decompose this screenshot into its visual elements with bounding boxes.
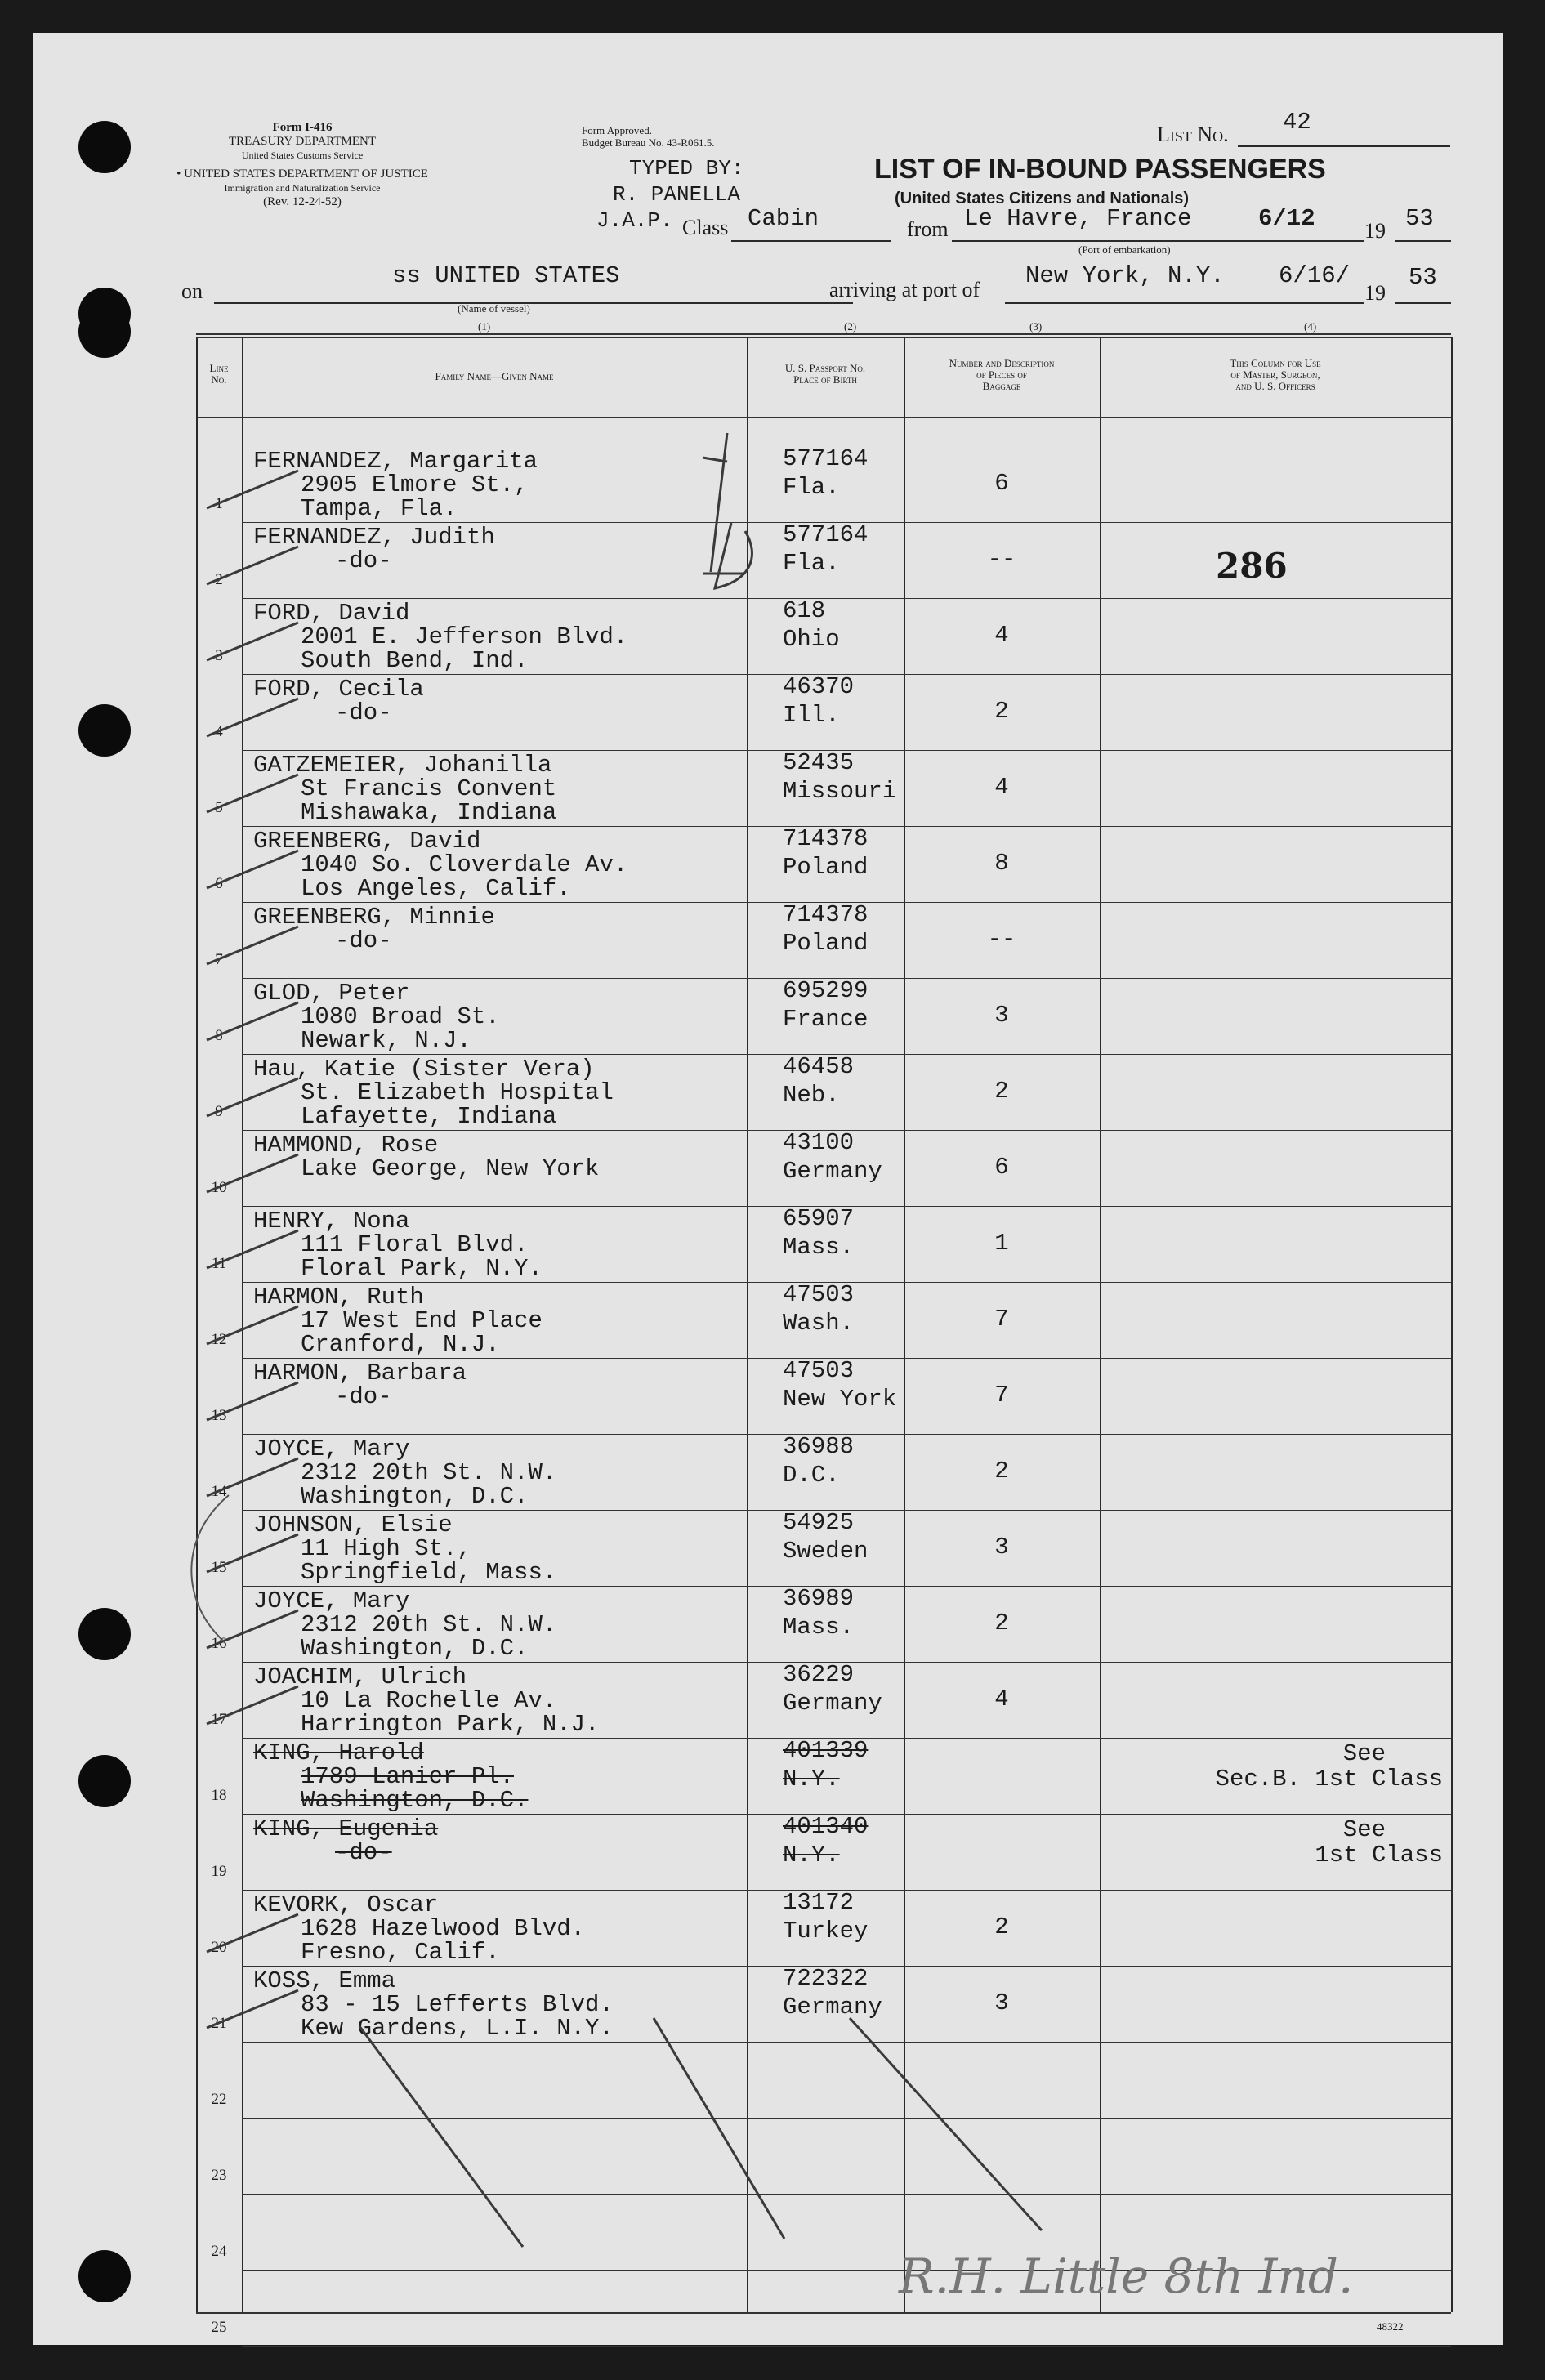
baggage-count: 2 — [994, 1913, 1009, 1940]
passenger-address-line: 83 - 15 Lefferts Blvd. — [301, 1991, 614, 2018]
line-number: 14 — [211, 1483, 227, 1500]
line-number: 5 — [215, 799, 223, 816]
baggage-count: 4 — [994, 1686, 1009, 1712]
passenger-address-line: Harrington Park, N.J. — [301, 1711, 600, 1738]
line-number: 18 — [211, 1787, 227, 1804]
place-of-birth: N.Y. — [783, 1842, 840, 1869]
line-number: 8 — [215, 1027, 223, 1044]
passenger-address-line: St Francis Convent — [301, 775, 557, 802]
col-header-baggage: Number and Description of Pieces of Baggage — [949, 357, 1055, 392]
passenger-name: FERNANDEZ, Judith — [253, 524, 495, 551]
from-date: 6/12 — [1258, 205, 1315, 232]
passport-number: 577164 — [783, 521, 869, 548]
page-title: LIST OF IN-BOUND PASSENGERS — [874, 154, 1326, 185]
baggage-count: 7 — [994, 1382, 1009, 1409]
passport-number: 401339 — [783, 1737, 869, 1764]
passenger-address-line: Cranford, N.J. — [301, 1331, 500, 1358]
passenger-address-line: Floral Park, N.Y. — [301, 1255, 543, 1282]
typist-initials: J.A.P. — [596, 208, 673, 233]
baggage-count: 1 — [994, 1230, 1009, 1257]
passenger-address-line: Tampa, Fla. — [301, 495, 458, 522]
passenger-address-line: Lake George, New York — [301, 1155, 600, 1182]
passport-number: 36988 — [783, 1433, 855, 1460]
passenger-address-line: -do- — [335, 1383, 392, 1410]
passenger-address-line: Washington, D.C. — [301, 1483, 529, 1510]
col-num-1: (1) — [478, 320, 491, 333]
passport-number: 577164 — [783, 445, 869, 472]
baggage-count: 8 — [994, 850, 1009, 877]
line-number: 23 — [211, 2167, 227, 2184]
typed-by-label: TYPED BY: — [629, 156, 744, 181]
line-number: 9 — [215, 1103, 223, 1120]
passport-number: 695299 — [783, 977, 869, 1004]
place-of-birth: Poland — [783, 854, 869, 881]
passport-number: 401340 — [783, 1813, 869, 1840]
place-of-birth: Fla. — [783, 550, 840, 577]
class-value: Cabin — [748, 205, 819, 232]
officer-note-line: See — [1342, 1816, 1386, 1843]
passport-number: 36989 — [783, 1585, 855, 1612]
baggage-count: 2 — [994, 1610, 1009, 1637]
baggage-count: 3 — [994, 1002, 1009, 1029]
passenger-address-line: -do- — [335, 547, 392, 574]
passenger-address-line: 10 La Rochelle Av. — [301, 1687, 557, 1714]
baggage-count: 4 — [994, 622, 1009, 649]
passenger-address-line: -do- — [335, 927, 392, 954]
manifest-page — [33, 33, 1503, 2345]
line-number: 4 — [215, 723, 223, 740]
place-of-birth: Ill. — [783, 702, 840, 729]
passenger-name: GATZEMEIER, Johanilla — [253, 752, 552, 779]
line-number: 7 — [215, 951, 223, 968]
place-of-birth: Germany — [783, 1994, 882, 2021]
baggage-count: -- — [987, 546, 1016, 573]
passenger-name: HENRY, Nona — [253, 1208, 410, 1235]
line-number: 12 — [211, 1331, 227, 1348]
on-label: on — [181, 279, 203, 303]
arrival-date: 6/16/ — [1279, 262, 1351, 289]
treasury-department: TREASURY DEPARTMENT — [228, 135, 377, 148]
col-header-name: Family Name—Given Name — [435, 370, 554, 382]
place-of-birth: Ohio — [783, 626, 840, 653]
passenger-name: KEVORK, Oscar — [253, 1891, 439, 1918]
typist-name: R. PANELLA — [613, 182, 741, 207]
passport-number: 714378 — [783, 901, 869, 928]
line-number: 20 — [211, 1939, 227, 1956]
passenger-address-line: 1789 Lanier Pl. — [301, 1763, 515, 1790]
passenger-address-line: South Bend, Ind. — [301, 647, 529, 674]
passenger-name: KING, Harold — [253, 1739, 424, 1766]
passenger-address-line: Los Angeles, Calif. — [301, 875, 571, 902]
baggage-count: 6 — [994, 1154, 1009, 1181]
list-no-value: 42 — [1283, 109, 1311, 136]
line-number: 3 — [215, 647, 223, 664]
col-header-passport: U. S. Passport No. Place of Birth — [784, 362, 866, 386]
passenger-address-line: 1040 So. Cloverdale Av. — [301, 851, 628, 878]
passenger-name: JOYCE, Mary — [253, 1436, 410, 1462]
passenger-address-line: 1628 Hazelwood Blvd. — [301, 1915, 586, 1942]
passenger-address-line: Mishawaka, Indiana — [301, 799, 557, 826]
passenger-address-line: 11 High St., — [301, 1535, 471, 1562]
place-of-birth: Mass. — [783, 1234, 855, 1261]
arriving-label: arriving at port of — [829, 278, 980, 301]
passport-number: 47503 — [783, 1357, 855, 1384]
officer-note-line: 1st Class — [1315, 1842, 1443, 1869]
arrival-port: New York, N.Y. — [1025, 262, 1225, 289]
col-header-line: Line No. — [209, 362, 229, 386]
passenger-address-line: Fresno, Calif. — [301, 1939, 500, 1966]
vessel-caption: (Name of vessel) — [458, 302, 530, 315]
passenger-address-line: Lafayette, Indiana — [301, 1103, 557, 1130]
col-header-officers: This Column for Use of Master, Surgeon, and U. S. Officers — [1230, 357, 1321, 392]
line-number: 25 — [211, 2319, 227, 2336]
officer-note-line: See — [1342, 1740, 1386, 1767]
ins-service: Immigration and Naturalization Service — [224, 182, 381, 194]
passenger-name: FORD, Cecila — [253, 676, 424, 703]
passenger-address-line: St. Elizabeth Hospital — [301, 1079, 614, 1106]
passenger-name: FORD, David — [253, 600, 410, 627]
baggage-count: 7 — [994, 1306, 1009, 1333]
from-label: from — [907, 217, 949, 241]
vessel-name: ss UNITED STATES — [392, 262, 620, 289]
col-num-2: (2) — [844, 320, 857, 333]
baggage-count: 3 — [994, 1534, 1009, 1561]
line-number: 24 — [211, 2243, 227, 2260]
inspector-signature: R.H. Little 8th Ind. — [899, 2248, 1354, 2304]
passenger-name: GREENBERG, David — [253, 828, 481, 855]
passenger-name: JOACHIM, Ulrich — [253, 1663, 467, 1690]
passenger-name: FERNANDEZ, Margarita — [253, 448, 538, 475]
from-port: Le Havre, France — [964, 205, 1192, 232]
passenger-name: JOHNSON, Elsie — [253, 1512, 453, 1538]
passenger-name: Hau, Katie (Sister Vera) — [253, 1056, 595, 1083]
baggage-count: -- — [987, 926, 1016, 953]
passport-number: 13172 — [783, 1889, 855, 1916]
place-of-birth: N.Y. — [783, 1766, 840, 1793]
passenger-name: KING, Eugenia — [253, 1815, 439, 1842]
passport-number: 47503 — [783, 1281, 855, 1308]
line-number: 6 — [215, 875, 223, 892]
place-of-birth: Missouri — [783, 778, 897, 805]
passenger-name: HAMMOND, Rose — [253, 1132, 439, 1159]
passport-number: 54925 — [783, 1509, 855, 1536]
baggage-count: 6 — [994, 470, 1009, 497]
place-of-birth: France — [783, 1006, 869, 1033]
passenger-name: HARMON, Barbara — [253, 1360, 467, 1386]
place-of-birth: New York — [783, 1386, 897, 1413]
pencil-marks — [33, 33, 1503, 2345]
line-number: 1 — [215, 495, 223, 512]
passenger-name: GREENBERG, Minnie — [253, 904, 495, 931]
passenger-name: GLOD, Peter — [253, 980, 410, 1007]
passenger-address-line: Washington, D.C. — [301, 1787, 529, 1814]
place-of-birth: Fla. — [783, 474, 840, 501]
baggage-count: 3 — [994, 1989, 1009, 2016]
form-number: Form I-416 — [272, 121, 333, 134]
passport-number: 714378 — [783, 825, 869, 852]
passenger-address-line: 2312 20th St. N.W. — [301, 1611, 557, 1638]
list-no-label: List No. — [1157, 123, 1229, 146]
place-of-birth: Germany — [783, 1690, 882, 1717]
line-number: 15 — [211, 1559, 227, 1576]
passenger-address-line: 2001 E. Jefferson Blvd. — [301, 623, 628, 650]
place-of-birth: Mass. — [783, 1614, 855, 1641]
passenger-address-line: -do- — [335, 699, 392, 726]
class-label: Class — [682, 216, 729, 239]
passenger-name: HARMON, Ruth — [253, 1284, 424, 1311]
place-of-birth: Wash. — [783, 1310, 855, 1337]
revision-date: (Rev. 12-24-52) — [263, 195, 342, 208]
line-number: 2 — [215, 571, 223, 588]
passenger-address-line: 2905 Elmore St., — [301, 471, 529, 498]
passenger-address-line: Springfield, Mass. — [301, 1559, 557, 1586]
passenger-address-line: 111 Floral Blvd. — [301, 1231, 529, 1258]
place-of-birth: Neb. — [783, 1082, 840, 1109]
officer-note-line: Sec.B. 1st Class — [1215, 1766, 1443, 1793]
line-number: 22 — [211, 2091, 227, 2108]
passport-number: 722322 — [783, 1965, 869, 1992]
arrival-year: 53 — [1409, 264, 1437, 291]
passenger-name: KOSS, Emma — [253, 1967, 396, 1994]
line-number: 11 — [211, 1255, 227, 1272]
line-number: 16 — [211, 1635, 227, 1652]
from-year-prefix: 19 — [1364, 219, 1386, 243]
col-num-3: (3) — [1029, 320, 1043, 333]
passenger-address-line: 17 West End Place — [301, 1307, 543, 1334]
passport-number: 36229 — [783, 1661, 855, 1688]
passenger-address-line: Kew Gardens, L.I. N.Y. — [301, 2015, 614, 2042]
line-number: 13 — [211, 1407, 227, 1424]
passenger-address-line: 1080 Broad St. — [301, 1003, 500, 1030]
passenger-address-line: Washington, D.C. — [301, 1635, 529, 1662]
place-of-birth: Turkey — [783, 1918, 869, 1945]
arrival-year-prefix: 19 — [1364, 281, 1386, 305]
passport-number: 52435 — [783, 749, 855, 776]
line-number: 10 — [211, 1179, 227, 1196]
line-number: 21 — [211, 2015, 227, 2032]
budget-bureau: Budget Bureau No. 43-R061.5. — [582, 136, 715, 149]
col-num-4: (4) — [1304, 320, 1317, 333]
form-approved: Form Approved. — [582, 124, 652, 136]
baggage-count: 2 — [994, 698, 1009, 725]
row-separator — [242, 2346, 1451, 2347]
baggage-count: 4 — [994, 774, 1009, 801]
passenger-address-line: -do- — [335, 1839, 392, 1866]
passport-number: 46370 — [783, 673, 855, 700]
place-of-birth: Poland — [783, 930, 869, 957]
passport-number: 618 — [783, 597, 826, 624]
place-of-birth: D.C. — [783, 1462, 840, 1489]
passport-number: 65907 — [783, 1205, 855, 1232]
passenger-address-line: Newark, N.J. — [301, 1027, 471, 1054]
from-year: 53 — [1405, 205, 1434, 232]
page-subtitle: (United States Citizens and Nationals) — [895, 190, 1190, 208]
baggage-count: 2 — [994, 1458, 1009, 1485]
place-of-birth: Germany — [783, 1158, 882, 1185]
footer-form-number: 48322 — [1377, 2320, 1404, 2333]
line-number: 17 — [211, 1711, 227, 1728]
port-embarkation-caption: (Port of embarkation) — [1078, 243, 1171, 256]
place-of-birth: Sweden — [783, 1538, 869, 1565]
passenger-address-line: 2312 20th St. N.W. — [301, 1459, 557, 1486]
passport-number: 43100 — [783, 1129, 855, 1156]
officer-stamp: 286 — [1216, 546, 1288, 586]
baggage-count: 2 — [994, 1078, 1009, 1105]
passport-number: 46458 — [783, 1053, 855, 1080]
line-number: 19 — [211, 1863, 227, 1880]
justice-department: • UNITED STATES DEPARTMENT OF JUSTICE — [176, 167, 428, 181]
customs-service: United States Customs Service — [241, 150, 364, 161]
passenger-name: JOYCE, Mary — [253, 1587, 410, 1614]
